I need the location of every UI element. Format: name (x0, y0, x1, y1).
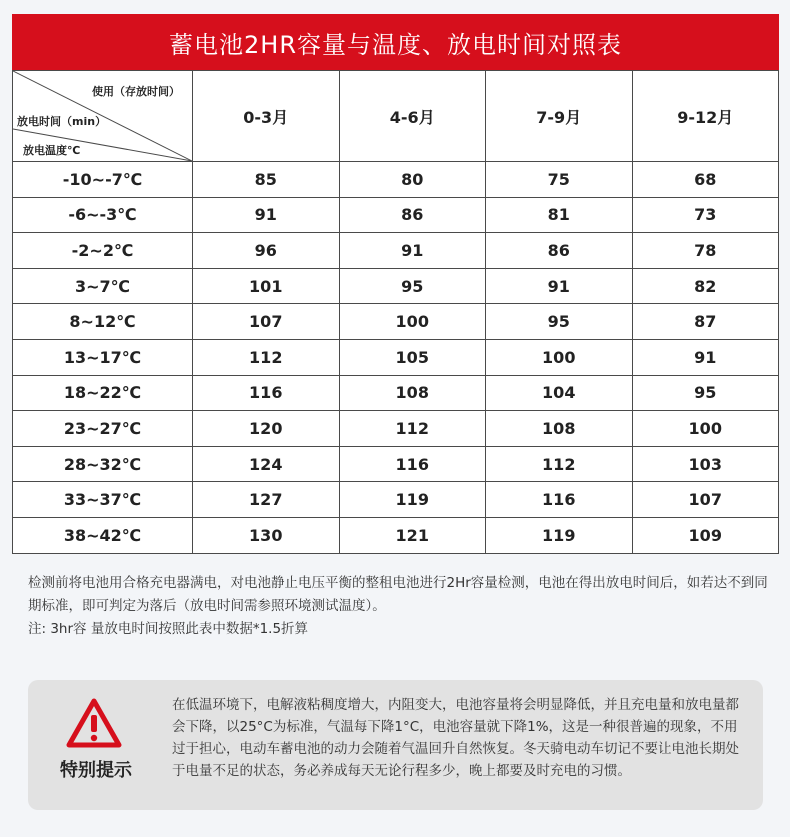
diag-label-temperature: 放电温度℃ (23, 144, 81, 157)
table-row (13, 304, 779, 340)
table-row (13, 375, 779, 411)
value-cell: 107 (193, 304, 340, 340)
value-cell: 116 (339, 446, 486, 482)
value-cell: 91 (193, 197, 340, 233)
column-header: 9-12月 (632, 71, 779, 162)
temperature-cell: 23~27℃ (13, 411, 193, 447)
value-cell: 87 (632, 304, 779, 340)
column-header: 0-3月 (193, 71, 340, 162)
value-cell: 127 (193, 482, 340, 518)
value-cell: 91 (632, 339, 779, 375)
value-cell: 108 (486, 411, 633, 447)
value-cell: 95 (632, 375, 779, 411)
value-cell: 78 (632, 233, 779, 269)
temperature-cell: 28~32℃ (13, 446, 193, 482)
value-cell: 100 (339, 304, 486, 340)
table-row (13, 339, 779, 375)
value-cell: 95 (486, 304, 633, 340)
table-row (13, 162, 779, 198)
value-cell: 96 (193, 233, 340, 269)
table-row (13, 197, 779, 233)
column-header: 4-6月 (339, 71, 486, 162)
table-header-row (13, 71, 779, 162)
temperature-cell: -2~2℃ (13, 233, 193, 269)
value-cell: 80 (339, 162, 486, 198)
temperature-cell: 33~37℃ (13, 482, 193, 518)
tip-title: 特别提示 (60, 760, 132, 781)
table-row (13, 233, 779, 269)
value-cell: 112 (193, 339, 340, 375)
value-cell: 91 (339, 233, 486, 269)
diag-label-usage: 使用（存放时间） (92, 85, 180, 98)
temperature-cell: 3~7℃ (13, 268, 193, 304)
value-cell: 95 (339, 268, 486, 304)
value-cell: 121 (339, 517, 486, 553)
table-title: 蓄电池2HR容量与温度、放电时间对照表 (12, 14, 779, 70)
tip-text: 在低温环境下，电解液粘稠度增大，内阻变大，电池容量将会明显降低，并且充电量和放电量都会下降，以25°C为标准，气温每下降1°C，电池容量就下降1%，这是一种很普遍的现象，不用过于担心，电动车蓄电池的动力会随着气温回升自然恢复。冬天骑电动车切记不要让电池长期处于电量不足的状态，务必养成每天无论行程多少，晚上都要及时充电的习惯。 (172, 697, 739, 779)
value-cell: 105 (339, 339, 486, 375)
table-row (13, 268, 779, 304)
temperature-cell: 38~42℃ (13, 517, 193, 553)
value-cell: 86 (486, 233, 633, 269)
diag-label-discharge-time: 放电时间（min） (17, 115, 107, 128)
temperature-cell: 18~22℃ (13, 375, 193, 411)
value-cell: 109 (632, 517, 779, 553)
table-body (13, 162, 779, 554)
value-cell: 112 (486, 446, 633, 482)
value-cell: 119 (486, 517, 633, 553)
temperature-cell: -10~-7℃ (13, 162, 193, 198)
value-cell: 119 (339, 482, 486, 518)
value-cell: 100 (632, 411, 779, 447)
temperature-cell: -6~-3℃ (13, 197, 193, 233)
diagonal-header-cell (13, 71, 193, 162)
table-row (13, 517, 779, 553)
value-cell: 81 (486, 197, 633, 233)
value-cell: 124 (193, 446, 340, 482)
value-cell: 82 (632, 268, 779, 304)
value-cell: 107 (632, 482, 779, 518)
table-row (13, 411, 779, 447)
value-cell: 75 (486, 162, 633, 198)
warning-icon (66, 698, 122, 748)
value-cell: 116 (193, 375, 340, 411)
value-cell: 116 (486, 482, 633, 518)
table-row (13, 446, 779, 482)
value-cell: 85 (193, 162, 340, 198)
value-cell: 91 (486, 268, 633, 304)
table-row (13, 482, 779, 518)
value-cell: 100 (486, 339, 633, 375)
notes-footnote: 注: 3hr容 量放电时间按照此表中数据*1.5折算 (28, 621, 309, 637)
capacity-table (12, 70, 779, 554)
value-cell: 112 (339, 411, 486, 447)
special-tip-box (28, 680, 763, 810)
value-cell: 104 (486, 375, 633, 411)
value-cell: 103 (632, 446, 779, 482)
value-cell: 68 (632, 162, 779, 198)
value-cell: 73 (632, 197, 779, 233)
notes-section (28, 572, 768, 641)
column-header: 7-9月 (486, 71, 633, 162)
temperature-cell: 8~12℃ (13, 304, 193, 340)
temperature-cell: 13~17℃ (13, 339, 193, 375)
value-cell: 101 (193, 268, 340, 304)
value-cell: 86 (339, 197, 486, 233)
value-cell: 130 (193, 517, 340, 553)
value-cell: 108 (339, 375, 486, 411)
notes-paragraph: 检测前将电池用合格充电器满电，对电池静止电压平衡的整租电池进行2Hr容量检测，电池在得出放电时间后，如若达不到同期标准，即可判定为落后（放电时间需参照环境测试温度）。 (28, 575, 768, 614)
value-cell: 120 (193, 411, 340, 447)
